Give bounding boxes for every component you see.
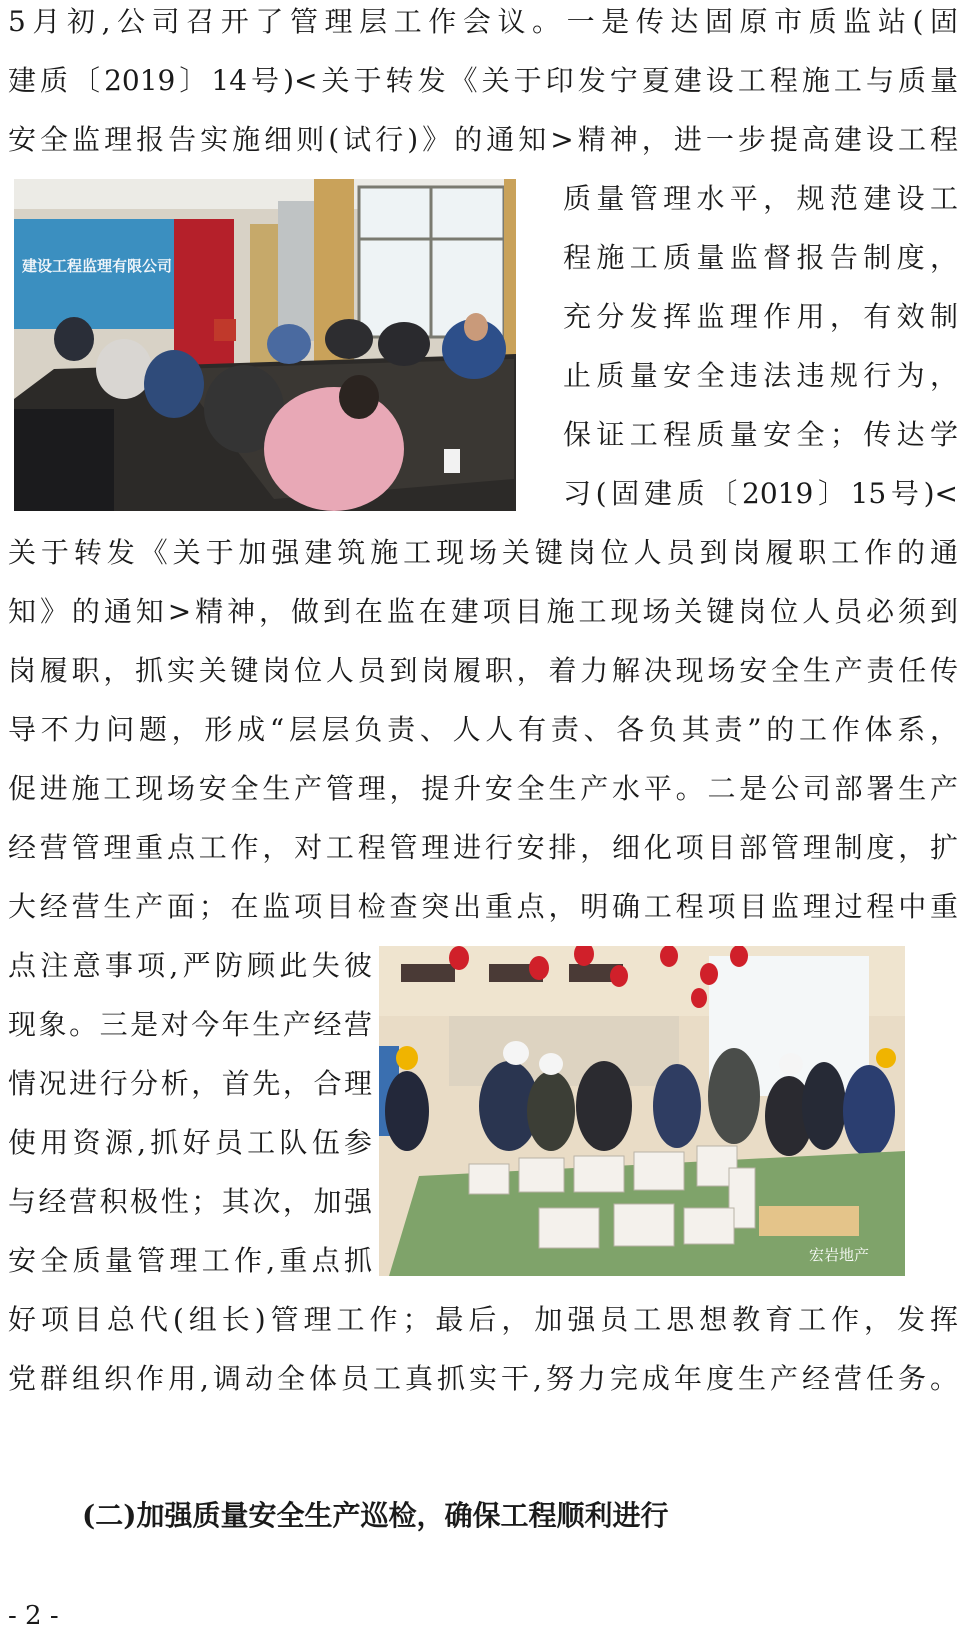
meeting-photo bbox=[14, 179, 516, 511]
photo-watermark: 宏岩地产 bbox=[809, 1246, 870, 1264]
paragraph-line: 建质〔2019〕14号)<关于转发《关于印发宁夏建设工程施工与质量 bbox=[8, 64, 958, 97]
paragraph-line: 保证工程质量安全；传达学 bbox=[563, 418, 958, 451]
paragraph-line: 党群组织作用,调动全体员工真抓实干,努力完成年度生产经营任务。 bbox=[8, 1362, 958, 1395]
paragraph-line: 5月初,公司召开了管理层工作会议。一是传达固原市质监站(固 bbox=[8, 5, 958, 38]
paragraph-line: 促进施工现场安全生产管理，提升安全生产水平。二是公司部署生产 bbox=[8, 772, 958, 805]
paragraph-line: 点注意事项,严防顾此失彼 bbox=[8, 949, 372, 982]
paragraph-line: 关于转发《关于加强建筑施工现场关键岗位人员到岗履职工作的通 bbox=[8, 536, 958, 569]
paragraph-line: 经营管理重点工作，对工程管理进行安排，细化项目部管理制度，扩 bbox=[8, 831, 958, 864]
paragraph-line: 情况进行分析，首先，合理 bbox=[8, 1067, 372, 1100]
paragraph-line: 充分发挥监理作用，有效制 bbox=[563, 300, 958, 333]
banner-text: 建设工程监理有限公司 bbox=[22, 257, 173, 275]
paragraph-line: 现象。三是对今年生产经营 bbox=[8, 1008, 372, 1041]
paragraph-line: 止质量安全违法违规行为， bbox=[563, 359, 958, 392]
paragraph-line: 安全监理报告实施细则(试行)》的通知>精神，进一步提高建设工程 bbox=[8, 123, 958, 156]
paragraph-line: 习(固建质〔2019〕15号)< bbox=[563, 477, 958, 510]
page-number: - 2 - bbox=[8, 1601, 59, 1631]
site-model-photo bbox=[379, 946, 905, 1276]
paragraph-line: 质量管理水平，规范建设工 bbox=[563, 182, 958, 215]
paragraph-line: 安全质量管理工作,重点抓 bbox=[8, 1244, 372, 1277]
paragraph-line: 好项目总代(组长)管理工作；最后，加强员工思想教育工作，发挥 bbox=[8, 1303, 958, 1336]
paragraph-line: 与经营积极性；其次，加强 bbox=[8, 1185, 372, 1218]
paragraph-line: 导不力问题，形成“层层负责、人人有责、各负其责”的工作体系， bbox=[8, 713, 958, 746]
paragraph-line: 使用资源,抓好员工队伍参 bbox=[8, 1126, 372, 1159]
paragraph-line: 岗履职，抓实关键岗位人员到岗履职，着力解决现场安全生产责任传 bbox=[8, 654, 958, 687]
paragraph-line: 大经营生产面；在监项目检查突出重点，明确工程项目监理过程中重 bbox=[8, 890, 958, 923]
paragraph-line: 知》的通知>精神，做到在监在建项目施工现场关键岗位人员必须到 bbox=[8, 595, 958, 628]
paragraph-line: 程施工质量监督报告制度， bbox=[563, 241, 958, 274]
section-heading: (二)加强质量安全生产巡检，确保工程顺利进行 bbox=[82, 1499, 669, 1532]
